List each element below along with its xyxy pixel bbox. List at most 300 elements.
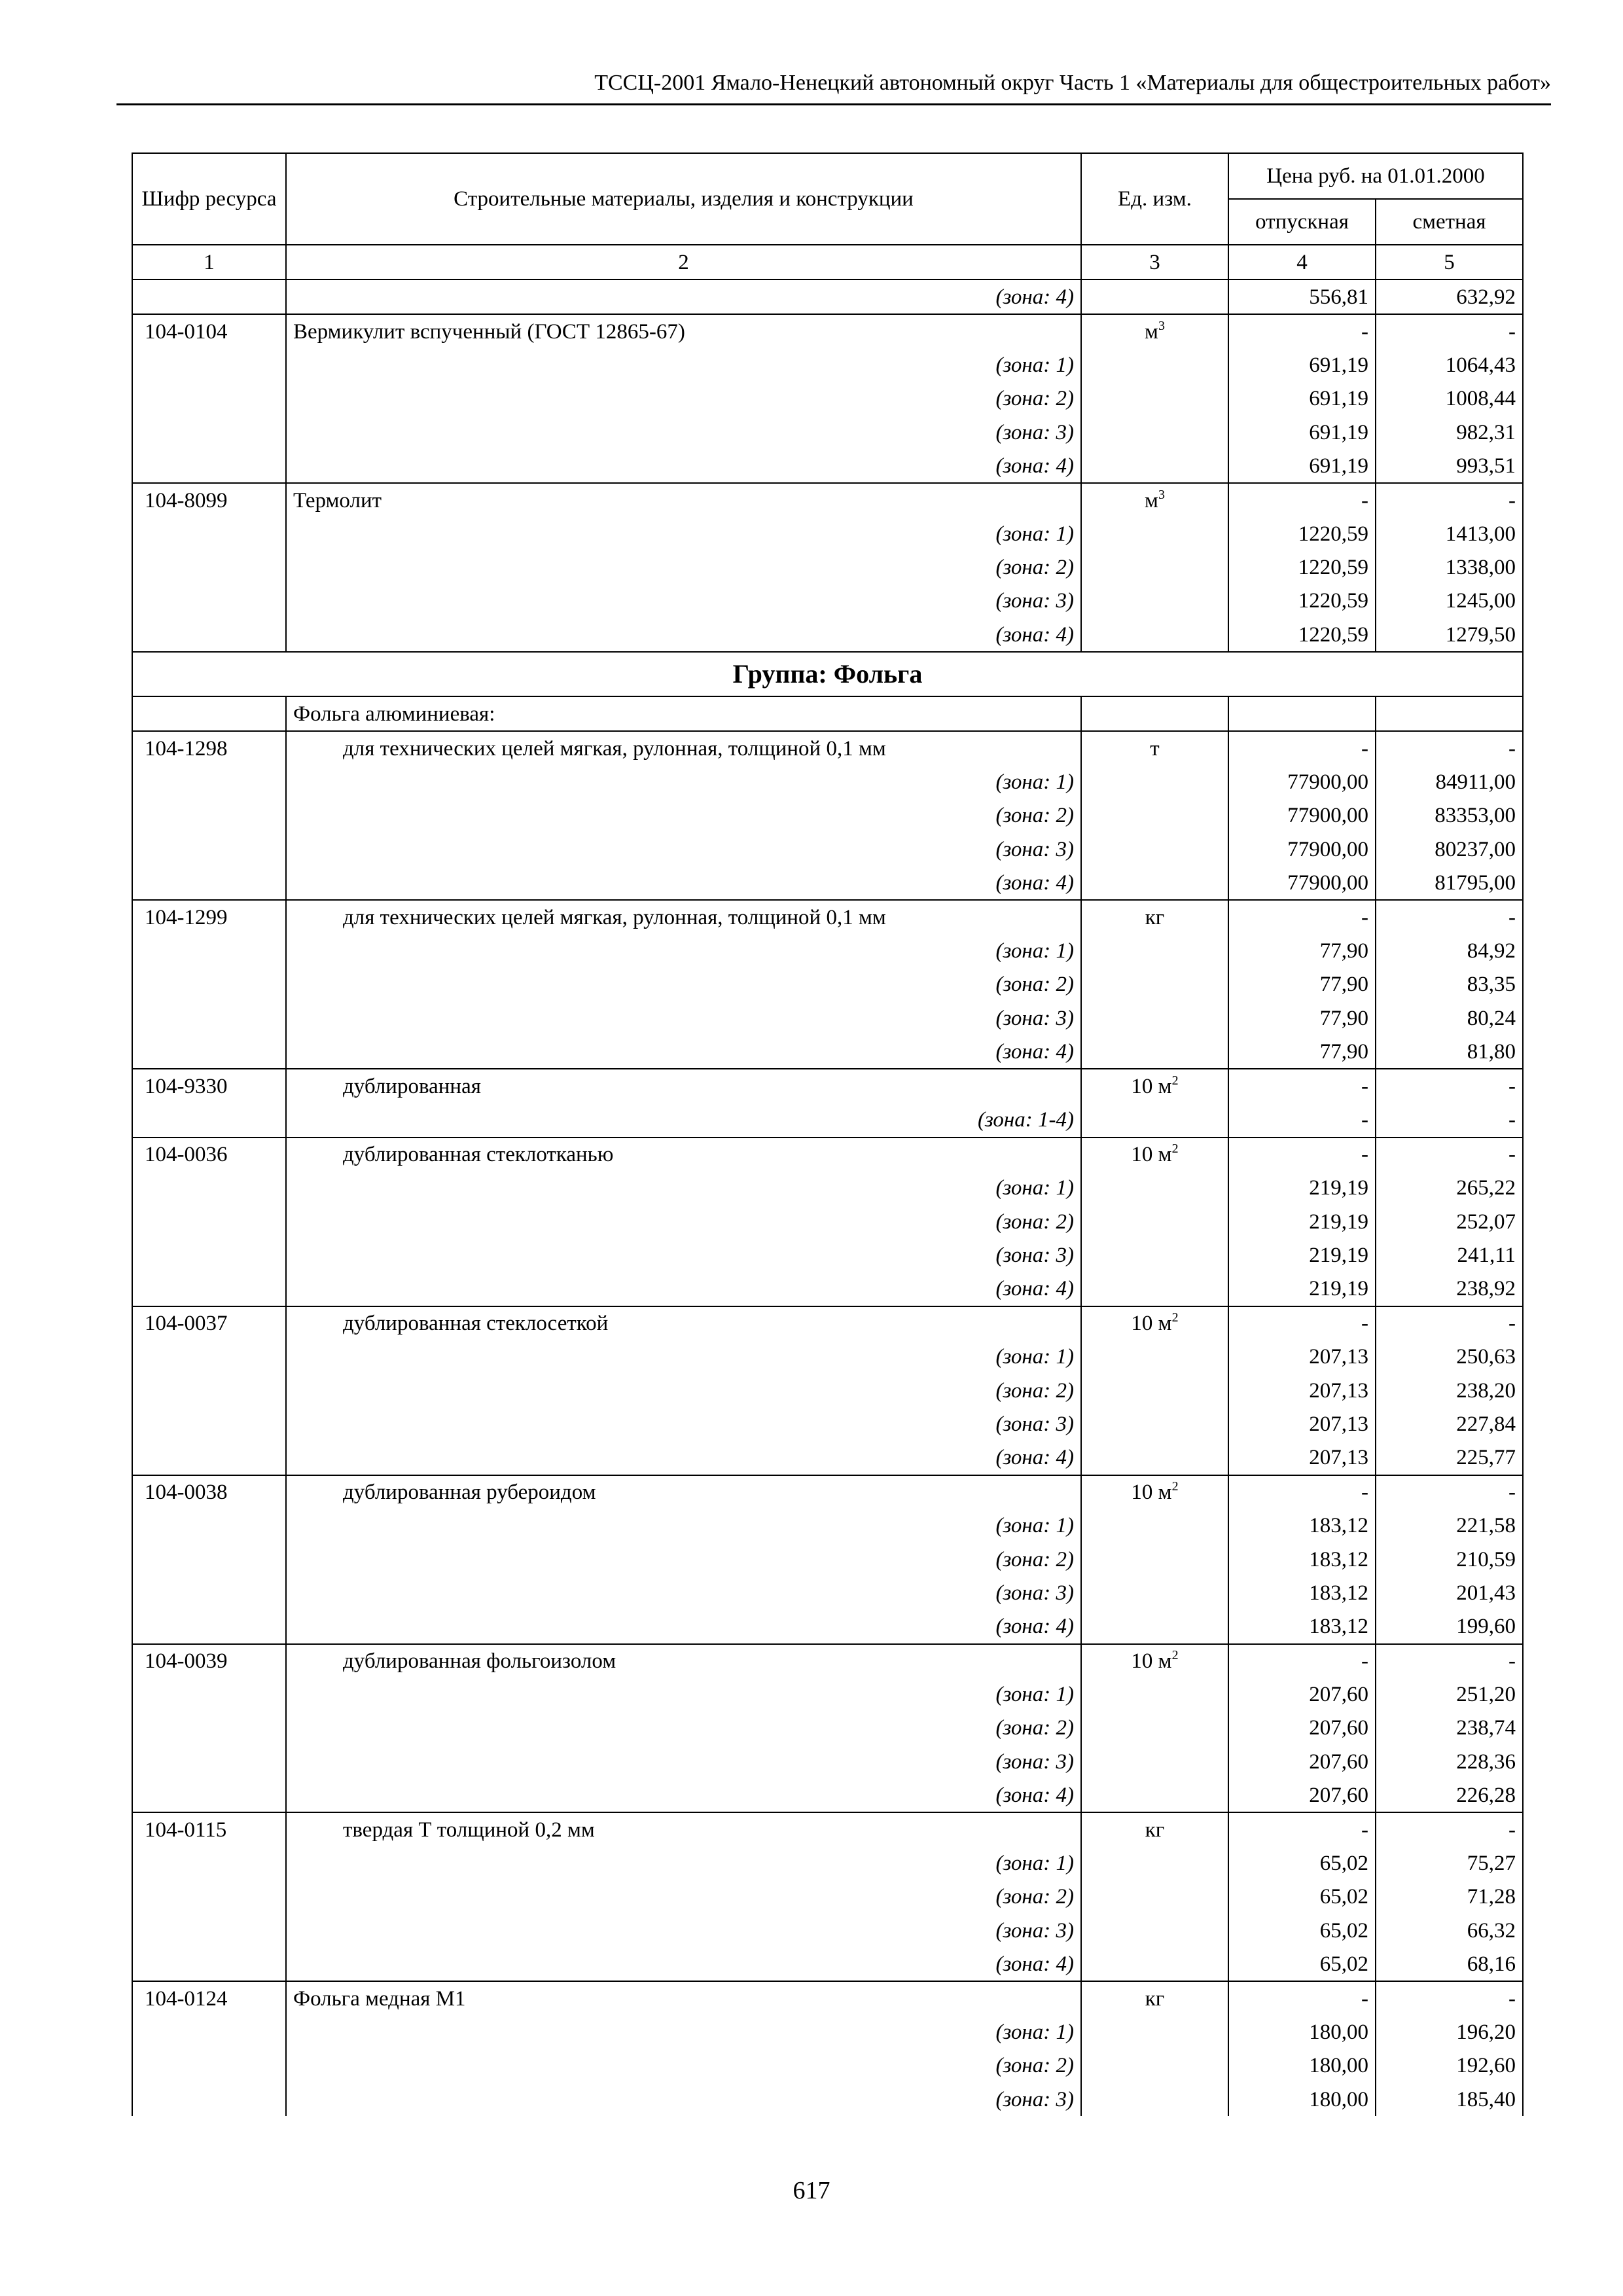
release-price: 691,19 bbox=[1228, 416, 1376, 449]
resource-code bbox=[132, 416, 286, 449]
unit-text: 10 м bbox=[1131, 1312, 1172, 1336]
zone-row bbox=[132, 1712, 1523, 1745]
resource-code: 104-1298 bbox=[132, 731, 286, 765]
unit-cell bbox=[1081, 1001, 1228, 1035]
estimate-price: - bbox=[1376, 1138, 1523, 1172]
zone-label: (зона: 4) bbox=[286, 1441, 1081, 1475]
estimate-price: 241,11 bbox=[1376, 1238, 1523, 1272]
unit-cell bbox=[1081, 1441, 1228, 1475]
zone-label: (зона: 1-4) bbox=[286, 1103, 1081, 1138]
estimate-price: 238,92 bbox=[1376, 1272, 1523, 1306]
zone-row bbox=[132, 1543, 1523, 1576]
unit-exponent: 2 bbox=[1171, 1310, 1179, 1325]
resource-code bbox=[132, 696, 286, 731]
item-row bbox=[132, 1138, 1523, 1172]
estimate-price: 83,35 bbox=[1376, 968, 1523, 1001]
release-price: 77900,00 bbox=[1228, 799, 1376, 833]
estimate-price bbox=[1376, 696, 1523, 731]
resource-code bbox=[132, 1407, 286, 1441]
resource-code bbox=[132, 1238, 286, 1272]
unit-cell bbox=[1081, 518, 1228, 551]
zone-label: (зона: 1) bbox=[286, 349, 1081, 382]
unit-cell bbox=[1081, 584, 1228, 618]
estimate-price: 982,31 bbox=[1376, 416, 1523, 449]
unit-cell bbox=[1081, 382, 1228, 416]
resource-code bbox=[132, 1272, 286, 1306]
material-name: для технических целей мягкая, рулонная, толщиной 0,1 мм bbox=[286, 731, 1081, 765]
release-price: - bbox=[1228, 1475, 1376, 1509]
estimate-price: 632,92 bbox=[1376, 279, 1523, 314]
zone-row bbox=[132, 551, 1523, 584]
zone-row bbox=[132, 618, 1523, 652]
item-row bbox=[132, 314, 1523, 348]
release-price: - bbox=[1228, 1981, 1376, 2015]
zone-label: (зона: 1) bbox=[286, 766, 1081, 799]
release-price: 691,19 bbox=[1228, 449, 1376, 483]
zone-label: (зона: 2) bbox=[286, 1374, 1081, 1407]
estimate-price: 80237,00 bbox=[1376, 833, 1523, 866]
resource-code: 104-1299 bbox=[132, 900, 286, 934]
zone-row bbox=[132, 968, 1523, 1001]
release-price: 180,00 bbox=[1228, 2016, 1376, 2049]
estimate-price: - bbox=[1376, 1812, 1523, 1846]
resource-code: 104-0104 bbox=[132, 314, 286, 348]
release-price: - bbox=[1228, 1069, 1376, 1103]
item-row bbox=[132, 1475, 1523, 1509]
estimate-price: 84911,00 bbox=[1376, 766, 1523, 799]
subheader-row bbox=[132, 696, 1523, 731]
unit-cell bbox=[1081, 731, 1228, 765]
zone-label: (зона: 1) bbox=[286, 935, 1081, 968]
release-price: 207,60 bbox=[1228, 1712, 1376, 1745]
resource-code bbox=[132, 551, 286, 584]
header-rule bbox=[116, 103, 1551, 105]
zone-label: (зона: 3) bbox=[286, 2083, 1081, 2116]
unit-cell bbox=[1081, 1812, 1228, 1846]
zone-row bbox=[132, 349, 1523, 382]
estimate-price: 252,07 bbox=[1376, 1205, 1523, 1238]
release-price: - bbox=[1228, 1103, 1376, 1138]
resource-code: 104-0038 bbox=[132, 1475, 286, 1509]
resource-code bbox=[132, 1778, 286, 1812]
unit-cell bbox=[1081, 416, 1228, 449]
zone-row bbox=[132, 1441, 1523, 1475]
resource-code bbox=[132, 1678, 286, 1712]
zone-row bbox=[132, 518, 1523, 551]
unit-text: 10 м bbox=[1131, 1074, 1172, 1098]
estimate-price: 84,92 bbox=[1376, 935, 1523, 968]
estimate-price: 66,32 bbox=[1376, 1914, 1523, 1947]
zone-label: (зона: 2) bbox=[286, 1205, 1081, 1238]
resource-code bbox=[132, 1103, 286, 1138]
unit-text: 10 м bbox=[1131, 1143, 1172, 1167]
unit-cell bbox=[1081, 1407, 1228, 1441]
unit-cell bbox=[1081, 1069, 1228, 1103]
zone-label: (зона: 3) bbox=[286, 1745, 1081, 1778]
header-release-price: отпускная bbox=[1228, 199, 1376, 245]
zone-label: (зона: 1) bbox=[286, 1678, 1081, 1712]
release-price: - bbox=[1228, 1138, 1376, 1172]
resource-code: 104-9330 bbox=[132, 1069, 286, 1103]
running-header: ТССЦ-2001 Ямало-Ненецкий автономный округ Часть 1 «Материалы для общестроительных работ» bbox=[594, 71, 1551, 95]
estimate-price: 227,84 bbox=[1376, 1407, 1523, 1441]
estimate-price: 80,24 bbox=[1376, 1001, 1523, 1035]
unit-cell bbox=[1081, 2049, 1228, 2083]
resource-code bbox=[132, 1947, 286, 1981]
unit-cell bbox=[1081, 2016, 1228, 2049]
zone-label: (зона: 2) bbox=[286, 1712, 1081, 1745]
release-price: 77,90 bbox=[1228, 935, 1376, 968]
estimate-price: 993,51 bbox=[1376, 449, 1523, 483]
unit-cell bbox=[1081, 833, 1228, 866]
release-price: 219,19 bbox=[1228, 1205, 1376, 1238]
resource-code: 104-0039 bbox=[132, 1644, 286, 1678]
release-price: 183,12 bbox=[1228, 1609, 1376, 1643]
unit-cell bbox=[1081, 1172, 1228, 1205]
resource-code bbox=[132, 1847, 286, 1880]
material-name: дублированная стеклотканью bbox=[286, 1138, 1081, 1172]
zone-label: (зона: 3) bbox=[286, 584, 1081, 618]
zone-row bbox=[132, 2049, 1523, 2083]
zone-label: (зона: 2) bbox=[286, 1543, 1081, 1576]
estimate-price: 83353,00 bbox=[1376, 799, 1523, 833]
zone-row bbox=[132, 1947, 1523, 1981]
unit-text: т bbox=[1150, 737, 1160, 761]
item-row bbox=[132, 1812, 1523, 1846]
col-number: 2 bbox=[286, 245, 1081, 279]
resource-code bbox=[132, 1172, 286, 1205]
resource-code: 104-0115 bbox=[132, 1812, 286, 1846]
resource-code bbox=[132, 866, 286, 900]
release-price bbox=[1228, 696, 1376, 731]
estimate-price: 199,60 bbox=[1376, 1609, 1523, 1643]
resource-code bbox=[132, 1509, 286, 1543]
zone-row bbox=[132, 2016, 1523, 2049]
zone-label: (зона: 1) bbox=[286, 1847, 1081, 1880]
zone-row bbox=[132, 1035, 1523, 1069]
unit-cell bbox=[1081, 1609, 1228, 1643]
header-estimate-price: сметная bbox=[1376, 199, 1523, 245]
unit-cell bbox=[1081, 968, 1228, 1001]
unit-cell bbox=[1081, 1272, 1228, 1306]
resource-code: 104-8099 bbox=[132, 483, 286, 517]
release-price: 65,02 bbox=[1228, 1947, 1376, 1981]
zone-label: (зона: 1) bbox=[286, 1509, 1081, 1543]
zone-row bbox=[132, 382, 1523, 416]
col-number: 4 bbox=[1228, 245, 1376, 279]
unit-cell bbox=[1081, 1847, 1228, 1880]
unit-cell bbox=[1081, 1778, 1228, 1812]
release-price: 207,13 bbox=[1228, 1441, 1376, 1475]
release-price: 219,19 bbox=[1228, 1172, 1376, 1205]
release-price: 207,13 bbox=[1228, 1374, 1376, 1407]
resource-code bbox=[132, 382, 286, 416]
unit-text: м bbox=[1145, 319, 1158, 344]
unit-exponent: 3 bbox=[1158, 487, 1165, 502]
release-price: 1220,59 bbox=[1228, 518, 1376, 551]
zone-row bbox=[132, 2083, 1523, 2116]
estimate-price: 185,40 bbox=[1376, 2083, 1523, 2116]
zone-row bbox=[132, 1205, 1523, 1238]
zone-row bbox=[132, 1374, 1523, 1407]
estimate-price: 196,20 bbox=[1376, 2016, 1523, 2049]
zone-label: (зона: 3) bbox=[286, 1914, 1081, 1947]
unit-cell bbox=[1081, 696, 1228, 731]
zone-label: (зона: 3) bbox=[286, 1576, 1081, 1609]
unit-cell bbox=[1081, 314, 1228, 348]
resource-code bbox=[132, 1745, 286, 1778]
zone-label: (зона: 2) bbox=[286, 968, 1081, 1001]
unit-cell bbox=[1081, 935, 1228, 968]
estimate-price: 1413,00 bbox=[1376, 518, 1523, 551]
zone-row bbox=[132, 279, 1523, 314]
release-price: 207,13 bbox=[1228, 1407, 1376, 1441]
zone-label: (зона: 4) bbox=[286, 1035, 1081, 1069]
item-row bbox=[132, 1644, 1523, 1678]
estimate-price: - bbox=[1376, 483, 1523, 517]
estimate-price: 238,20 bbox=[1376, 1374, 1523, 1407]
estimate-price: 68,16 bbox=[1376, 1947, 1523, 1981]
release-price: 183,12 bbox=[1228, 1576, 1376, 1609]
unit-cell bbox=[1081, 1103, 1228, 1138]
material-name: дублированная стеклосеткой bbox=[286, 1306, 1081, 1340]
material-name: дублированная bbox=[286, 1069, 1081, 1103]
material-name: Фольга алюминиевая: bbox=[286, 696, 1081, 731]
unit-cell bbox=[1081, 799, 1228, 833]
zone-row bbox=[132, 766, 1523, 799]
zone-label: (зона: 4) bbox=[286, 866, 1081, 900]
zone-label: (зона: 3) bbox=[286, 833, 1081, 866]
material-name: твердая Т толщиной 0,2 мм bbox=[286, 1812, 1081, 1846]
estimate-price: 251,20 bbox=[1376, 1678, 1523, 1712]
zone-label: (зона: 4) bbox=[286, 618, 1081, 652]
unit-cell bbox=[1081, 1475, 1228, 1509]
resource-code bbox=[132, 1441, 286, 1475]
unit-cell bbox=[1081, 1981, 1228, 2015]
unit-cell bbox=[1081, 1205, 1228, 1238]
estimate-price: 1338,00 bbox=[1376, 551, 1523, 584]
release-price: 180,00 bbox=[1228, 2083, 1376, 2116]
release-price: 207,60 bbox=[1228, 1778, 1376, 1812]
zone-row bbox=[132, 1340, 1523, 1374]
zone-row bbox=[132, 1880, 1523, 1914]
zone-label: (зона: 3) bbox=[286, 1238, 1081, 1272]
header-name: Строительные материалы, изделия и конструкции bbox=[286, 153, 1081, 245]
unit-cell bbox=[1081, 1914, 1228, 1947]
unit-cell bbox=[1081, 1509, 1228, 1543]
resource-code bbox=[132, 1001, 286, 1035]
unit-cell bbox=[1081, 900, 1228, 934]
unit-cell bbox=[1081, 1374, 1228, 1407]
zone-row bbox=[132, 1272, 1523, 1306]
unit-cell bbox=[1081, 866, 1228, 900]
resource-code bbox=[132, 1576, 286, 1609]
resource-code bbox=[132, 1712, 286, 1745]
unit-cell bbox=[1081, 551, 1228, 584]
release-price: 1220,59 bbox=[1228, 618, 1376, 652]
material-name: для технических целей мягкая, рулонная, толщиной 0,1 мм bbox=[286, 900, 1081, 934]
estimate-price: 81,80 bbox=[1376, 1035, 1523, 1069]
zone-label: (зона: 3) bbox=[286, 1407, 1081, 1441]
resource-code bbox=[132, 618, 286, 652]
resource-code bbox=[132, 449, 286, 483]
estimate-price: 226,28 bbox=[1376, 1778, 1523, 1812]
unit-text: кг bbox=[1145, 1986, 1165, 2011]
release-price: 183,12 bbox=[1228, 1543, 1376, 1576]
estimate-price: 238,74 bbox=[1376, 1712, 1523, 1745]
estimate-price: 225,77 bbox=[1376, 1441, 1523, 1475]
zone-label: (зона: 3) bbox=[286, 1001, 1081, 1035]
zone-row bbox=[132, 1509, 1523, 1543]
estimate-price: - bbox=[1376, 731, 1523, 765]
release-price: - bbox=[1228, 314, 1376, 348]
estimate-price: 201,43 bbox=[1376, 1576, 1523, 1609]
resource-code bbox=[132, 799, 286, 833]
release-price: 556,81 bbox=[1228, 279, 1376, 314]
zone-row bbox=[132, 1778, 1523, 1812]
unit-cell bbox=[1081, 1035, 1228, 1069]
material-name: Фольга медная М1 bbox=[286, 1981, 1081, 2015]
group-row bbox=[132, 652, 1523, 696]
unit-cell bbox=[1081, 1138, 1228, 1172]
item-row bbox=[132, 1306, 1523, 1340]
release-price: 691,19 bbox=[1228, 382, 1376, 416]
estimate-price: 210,59 bbox=[1376, 1543, 1523, 1576]
zone-row bbox=[132, 1678, 1523, 1712]
unit-cell bbox=[1081, 1745, 1228, 1778]
unit-text: м bbox=[1145, 488, 1158, 512]
estimate-price: - bbox=[1376, 900, 1523, 934]
unit-cell bbox=[1081, 1340, 1228, 1374]
zone-label: (зона: 2) bbox=[286, 551, 1081, 584]
resource-code: 104-0124 bbox=[132, 1981, 286, 2015]
zone-label: (зона: 1) bbox=[286, 1172, 1081, 1205]
resource-code bbox=[132, 518, 286, 551]
header-code: Шифр ресурса bbox=[132, 153, 286, 245]
zone-row bbox=[132, 1103, 1523, 1138]
zone-row bbox=[132, 449, 1523, 483]
material-name: дублированная фольгоизолом bbox=[286, 1644, 1081, 1678]
release-price: 77,90 bbox=[1228, 1035, 1376, 1069]
zone-row bbox=[132, 935, 1523, 968]
unit-exponent: 2 bbox=[1171, 1648, 1179, 1663]
zone-row bbox=[132, 584, 1523, 618]
release-price: 65,02 bbox=[1228, 1880, 1376, 1914]
zone-label: (зона: 4) bbox=[286, 1778, 1081, 1812]
estimate-price: - bbox=[1376, 1306, 1523, 1340]
zone-label: (зона: 1) bbox=[286, 1340, 1081, 1374]
zone-label: (зона: 4) bbox=[286, 1947, 1081, 1981]
estimate-price: 81795,00 bbox=[1376, 866, 1523, 900]
resource-code bbox=[132, 1609, 286, 1643]
unit-cell bbox=[1081, 1880, 1228, 1914]
estimate-price: 192,60 bbox=[1376, 2049, 1523, 2083]
material-name: Вермикулит вспученный (ГОСТ 12865-67) bbox=[286, 314, 1081, 348]
release-price: 219,19 bbox=[1228, 1272, 1376, 1306]
zone-row bbox=[132, 833, 1523, 866]
release-price: - bbox=[1228, 1306, 1376, 1340]
col-number: 1 bbox=[132, 245, 286, 279]
estimate-price: 75,27 bbox=[1376, 1847, 1523, 1880]
resource-code bbox=[132, 279, 286, 314]
item-row bbox=[132, 731, 1523, 765]
price-table bbox=[132, 152, 1524, 2116]
unit-cell bbox=[1081, 2083, 1228, 2116]
unit-cell bbox=[1081, 1947, 1228, 1981]
material-name: Термолит bbox=[286, 483, 1081, 517]
zone-label: (зона: 4) bbox=[286, 279, 1081, 314]
unit-exponent: 3 bbox=[1158, 318, 1165, 333]
resource-code: 104-0037 bbox=[132, 1306, 286, 1340]
release-price: 207,60 bbox=[1228, 1678, 1376, 1712]
resource-code bbox=[132, 584, 286, 618]
zone-row bbox=[132, 416, 1523, 449]
release-price: 207,13 bbox=[1228, 1340, 1376, 1374]
zone-row bbox=[132, 1847, 1523, 1880]
release-price: 219,19 bbox=[1228, 1238, 1376, 1272]
estimate-price: 1008,44 bbox=[1376, 382, 1523, 416]
unit-exponent: 2 bbox=[1171, 1073, 1179, 1088]
unit-cell bbox=[1081, 349, 1228, 382]
item-row bbox=[132, 1981, 1523, 2015]
estimate-price: - bbox=[1376, 1475, 1523, 1509]
estimate-price: - bbox=[1376, 1069, 1523, 1103]
estimate-price: - bbox=[1376, 1981, 1523, 2015]
unit-cell bbox=[1081, 618, 1228, 652]
unit-text: 10 м bbox=[1131, 1649, 1172, 1674]
estimate-price: 221,58 bbox=[1376, 1509, 1523, 1543]
zone-row bbox=[132, 1407, 1523, 1441]
resource-code bbox=[132, 2083, 286, 2116]
unit-cell bbox=[1081, 1238, 1228, 1272]
resource-code bbox=[132, 766, 286, 799]
resource-code: 104-0036 bbox=[132, 1138, 286, 1172]
release-price: 77,90 bbox=[1228, 1001, 1376, 1035]
zone-label: (зона: 3) bbox=[286, 416, 1081, 449]
estimate-price: 1064,43 bbox=[1376, 349, 1523, 382]
table-header bbox=[132, 153, 1523, 279]
col-number: 5 bbox=[1376, 245, 1523, 279]
resource-code bbox=[132, 1340, 286, 1374]
zone-label: (зона: 1) bbox=[286, 2016, 1081, 2049]
header-price: Цена руб. на 01.01.2000 bbox=[1228, 153, 1523, 199]
release-price: 1220,59 bbox=[1228, 551, 1376, 584]
resource-code bbox=[132, 968, 286, 1001]
resource-code bbox=[132, 2049, 286, 2083]
release-price: 65,02 bbox=[1228, 1847, 1376, 1880]
release-price: 65,02 bbox=[1228, 1914, 1376, 1947]
zone-label: (зона: 2) bbox=[286, 382, 1081, 416]
zone-row bbox=[132, 1172, 1523, 1205]
zone-row bbox=[132, 1745, 1523, 1778]
zone-label: (зона: 4) bbox=[286, 1609, 1081, 1643]
estimate-price: - bbox=[1376, 1644, 1523, 1678]
unit-cell bbox=[1081, 1644, 1228, 1678]
unit-text: кг bbox=[1145, 1818, 1165, 1842]
table-body bbox=[132, 279, 1523, 2116]
header-unit: Ед. изм. bbox=[1081, 153, 1228, 245]
estimate-price: 1279,50 bbox=[1376, 618, 1523, 652]
resource-code bbox=[132, 1880, 286, 1914]
zone-label: (зона: 4) bbox=[286, 449, 1081, 483]
estimate-price: - bbox=[1376, 1103, 1523, 1138]
unit-cell bbox=[1081, 1712, 1228, 1745]
col-number: 3 bbox=[1081, 245, 1228, 279]
zone-row bbox=[132, 1001, 1523, 1035]
release-price: 691,19 bbox=[1228, 349, 1376, 382]
release-price: 180,00 bbox=[1228, 2049, 1376, 2083]
unit-cell bbox=[1081, 1543, 1228, 1576]
